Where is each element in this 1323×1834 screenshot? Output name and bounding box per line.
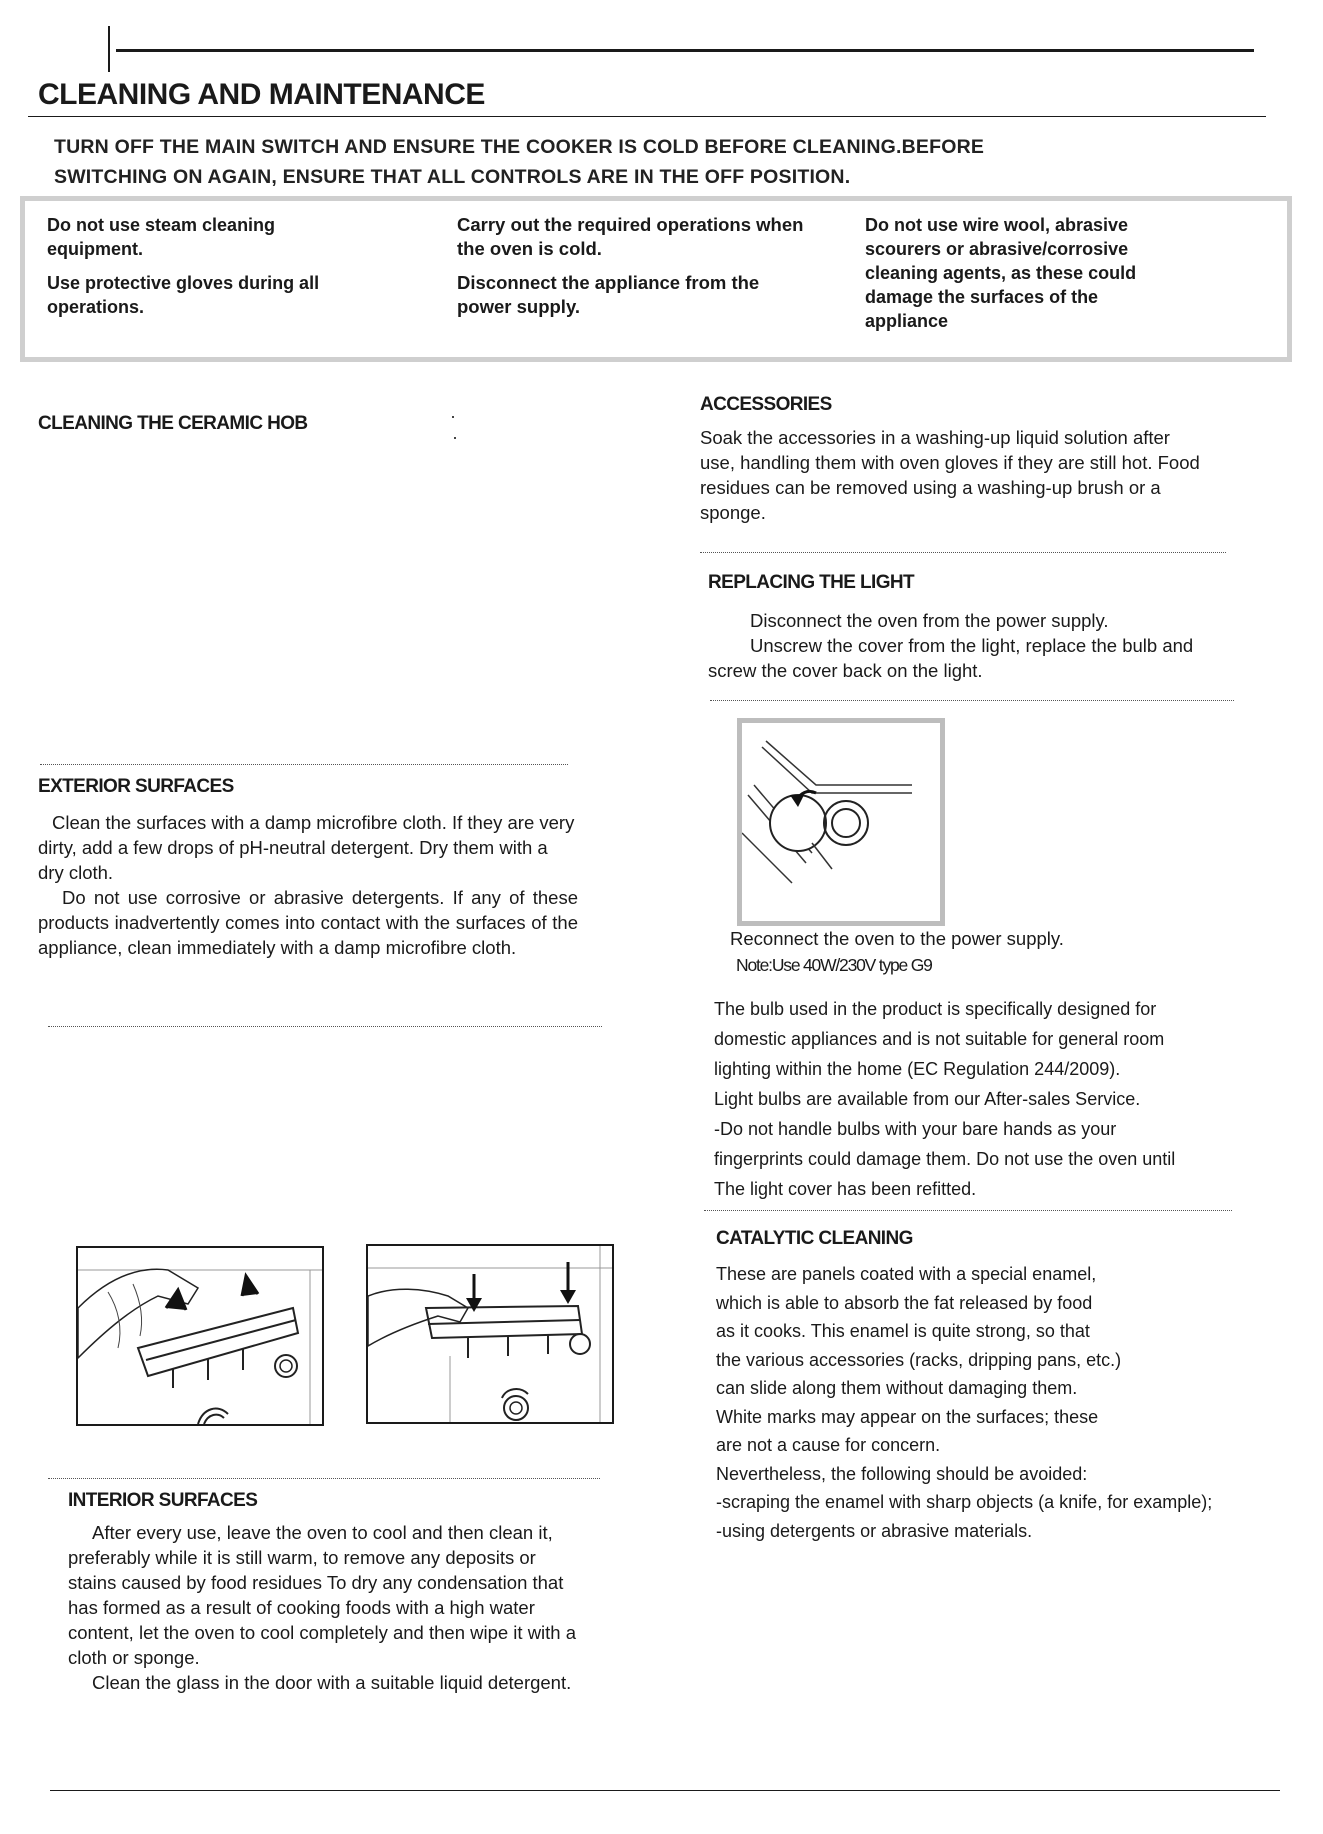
divider — [40, 764, 568, 765]
exterior-section — [38, 776, 578, 960]
bulb-info-line: domestic appliances and is not suitable for general room — [714, 1029, 1165, 1049]
catalytic-line: the various accessories (racks, dripping pans, etc.) — [716, 1349, 1122, 1370]
stray-dot — [454, 437, 456, 439]
warning-block — [54, 132, 1134, 192]
divider — [710, 700, 1234, 701]
rack-removal-figure-2 — [366, 1244, 614, 1424]
rack-removal-figure-1 — [76, 1246, 324, 1426]
bulb-info-line: Light bulbs are available from our After-sales Service. — [714, 1089, 1141, 1109]
catalytic-line: as it cooks. This enamel is quite strong, so that — [716, 1321, 1090, 1341]
safety-col-2 — [457, 213, 807, 329]
page-title: CLEANING AND MAINTENANCE — [38, 78, 485, 111]
bulb-note: Note:Use 40W/230V type G9 — [736, 955, 932, 975]
lamp-replacement-figure — [737, 718, 945, 926]
accessories-text: Soak the accessories in a washing-up liquid solution after use, handling them with oven gloves if they are still hot. Food residues can be removed using a washing-up brush or a sponge. — [700, 427, 1200, 523]
bulb-info-line: The light cover has been refitted. — [714, 1179, 977, 1199]
safety-col-1 — [47, 213, 347, 329]
safety-box — [20, 196, 1292, 362]
catalytic-line: -using detergents or abrasive materials. — [716, 1520, 1033, 1541]
catalytic-line: These are panels coated with a special enamel, — [716, 1264, 1097, 1284]
ceramic-heading: CLEANING THE CERAMIC HOB — [38, 413, 308, 434]
safety-item: Use protective gloves during all operations. — [47, 273, 320, 317]
interior-paragraph-1: After every use, leave the oven to cool and then clean it, preferably while it is still warm, to remove any deposits or stains caused by food residues To dry any condensation that has formed as a result of cooking foods with a high water content, let the oven to cool completely and then wipe it with a cloth or sponge. — [68, 1522, 577, 1668]
interior-paragraph-2: Clean the glass in the door with a suitable liquid detergent. — [92, 1672, 572, 1693]
divider — [704, 1210, 1232, 1211]
exterior-paragraph-2: Do not use corrosive or abrasive detergents. If any of these products inadvertently comes into contact with the surfaces of the appliance, clean immediately with a damp microfibre cloth. — [38, 887, 578, 958]
light-step-1: Disconnect the oven from the power supply. — [750, 610, 1109, 631]
safety-item: Do not use wire wool, abrasive scourers or abrasive/corrosive cleaning agents, as these could damage the surfaces of the appliance — [865, 215, 1137, 331]
accessories-heading: ACCESSORIES — [700, 394, 832, 415]
rack-removal-illustration — [78, 1248, 322, 1424]
divider — [48, 1026, 602, 1027]
ceramic-section — [38, 413, 308, 435]
divider — [700, 552, 1226, 553]
light-section — [708, 572, 1228, 683]
top-rule — [116, 49, 1254, 52]
catalytic-section — [716, 1228, 1296, 1545]
safety-item: Do not use steam cleaning equipment. — [47, 215, 276, 259]
exterior-paragraph-1: Clean the surfaces with a damp microfibre cloth. If they are very dirty, add a few drops of pH-neutral detergent. Dry them with a dry cloth. — [38, 812, 575, 883]
rack-insertion-illustration — [368, 1246, 612, 1422]
light-heading: REPLACING THE LIGHT — [708, 572, 915, 593]
safety-col-3 — [865, 213, 1175, 333]
stray-dot — [452, 416, 454, 418]
bulb-info-line: lighting within the home (EC Regulation 244/2009). — [714, 1059, 1121, 1079]
bulb-info-line: -Do not handle bulbs with your bare hands as your — [714, 1119, 1117, 1139]
catalytic-line: can slide along them without damaging them. — [716, 1378, 1078, 1398]
catalytic-heading: CATALYTIC CLEANING — [716, 1228, 913, 1249]
bulb-info — [714, 994, 1274, 1204]
light-step-2: Unscrew the cover from the light, replace the bulb and screw the cover back on the light. — [708, 635, 1194, 681]
catalytic-text — [716, 1260, 1296, 1545]
bulb-info-line: fingerprints could damage them. Do not use the oven until — [714, 1149, 1176, 1169]
title-underline — [28, 116, 1266, 117]
light-reconnect — [730, 926, 1230, 976]
bottom-rule — [50, 1790, 1280, 1791]
light-step-3: Reconnect the oven to the power supply. — [730, 928, 1064, 949]
catalytic-line: -scraping the enamel with sharp objects (a knife, for example); — [716, 1492, 1213, 1512]
lamp-cover-illustration — [742, 723, 930, 911]
safety-item: Disconnect the appliance from the power supply. — [457, 272, 760, 317]
divider — [48, 1478, 600, 1479]
interior-section — [68, 1490, 578, 1695]
catalytic-line: which is able to absorb the fat released by food — [716, 1292, 1093, 1313]
safety-item: Carry out the required operations when the oven is cold. — [457, 214, 804, 259]
accessories-section — [700, 394, 1200, 525]
warning-line-1: TURN OFF THE MAIN SWITCH AND ENSURE THE COOKER IS COLD BEFORE CLEANING.BEFORE — [54, 136, 985, 158]
top-tick — [108, 26, 110, 72]
catalytic-line: Nevertheless, the following should be avoided: — [716, 1463, 1088, 1484]
warning-line-2: SWITCHING ON AGAIN, ENSURE THAT ALL CONTROLS ARE IN THE OFF POSITION. — [54, 166, 851, 188]
catalytic-line: White marks may appear on the surfaces; these — [716, 1406, 1099, 1427]
bulb-info-line: The bulb used in the product is specifically designed for — [714, 999, 1157, 1019]
catalytic-line: are not a cause for concern. — [716, 1435, 941, 1455]
exterior-heading: EXTERIOR SURFACES — [38, 776, 234, 797]
page-title-wrap — [38, 78, 485, 112]
interior-heading: INTERIOR SURFACES — [68, 1490, 258, 1511]
